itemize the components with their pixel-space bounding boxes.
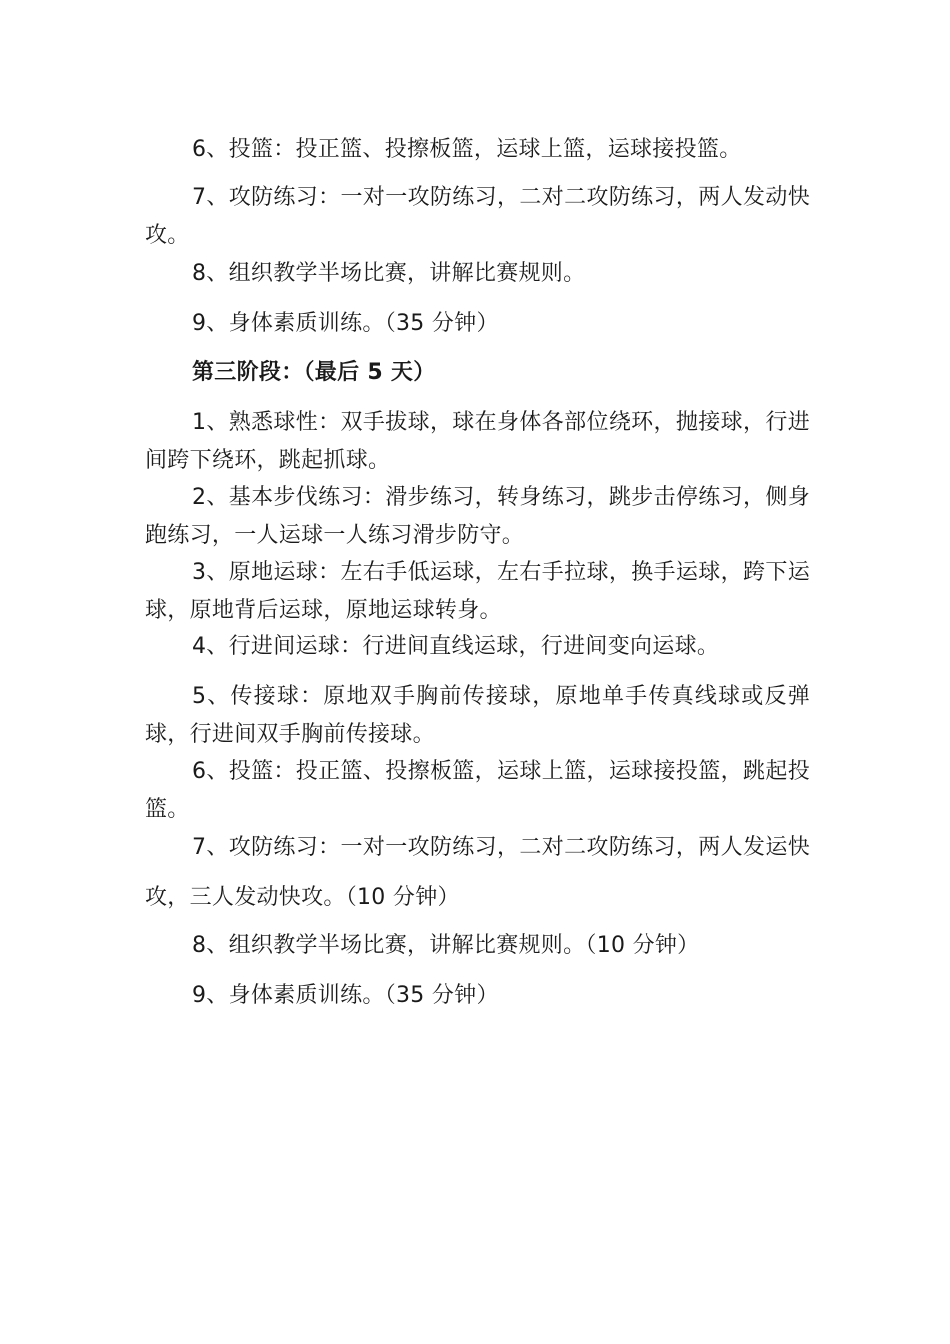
stage3-item-1: 1、熟悉球性：双手拔球，球在身体各部位绕环，抛接球，行进间跨下绕环，跳起抓球。	[145, 410, 810, 473]
stage3-item-6: 6、投篮：投正篮、投擦板篮，运球上篮，运球接投篮，跳起投篮。	[145, 759, 810, 822]
stage2-item-9: 9、身体素质训练。（35 分钟）	[192, 311, 499, 336]
stage3-item-5: 5、传接球：原地双手胸前传接球，原地单手传真线球或反弹球，行进间双手胸前传接球。	[145, 684, 810, 747]
stage3-item-2: 2、基本步伐练习：滑步练习，转身练习，跳步击停练习，侧身跑练习，一人运球一人练习滑步防守。	[145, 485, 810, 548]
stage2-item-8: 8、组织教学半场比赛，讲解比赛规则。	[192, 261, 586, 286]
stage3-item-8: 8、组织教学半场比赛，讲解比赛规则。（10 分钟）	[192, 933, 700, 958]
stage3-heading: 第三阶段：（最后 5 天）	[192, 360, 436, 385]
stage2-item-7: 7、攻防练习：一对一攻防练习，二对二攻防练习，两人发动快攻。	[145, 185, 810, 248]
stage3-item-7: 7、攻防练习：一对一攻防练习，二对二攻防练习，两人发运快攻，三人发动快攻。（10 分钟）	[145, 835, 810, 910]
stage3-item-3: 3、原地运球：左右手低运球，左右手拉球，换手运球，跨下运球，原地背后运球，原地运球转身。	[145, 560, 810, 623]
stage3-item-4: 4、行进间运球：行进间直线运球，行进间变向运球。	[192, 634, 720, 659]
stage3-item-9: 9、身体素质训练。（35 分钟）	[192, 983, 499, 1008]
stage2-item-6: 6、投篮：投正篮、投擦板篮，运球上篮，运球接投篮。	[192, 137, 742, 162]
